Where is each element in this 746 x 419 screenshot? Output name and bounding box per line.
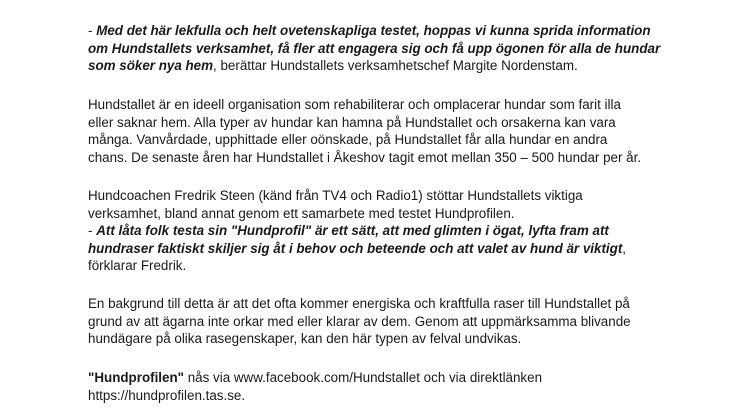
background-paragraph (88, 295, 678, 348)
paragraph-line: Hundcoachen Fredrik Steen (känd från TV4 och Radio1) stöttar Hundstallets viktiga (88, 188, 583, 203)
link-paragraph (88, 369, 678, 404)
quote-line-1 (88, 22, 678, 40)
facebook-link-text: nås via www.facebook.com/Hundstallet och via direktlänken (184, 370, 543, 385)
paragraph-line (88, 369, 678, 387)
about-hundstallet-paragraph (88, 96, 678, 166)
quote-attribution: förklarar Fredrik. (88, 258, 187, 274)
quote-comma: , (622, 240, 627, 256)
paragraph-line: grund av att ägarna inte orkar med eller klarar av dem. Genom att uppmärksamma blivande (88, 313, 631, 329)
paragraph-line: En bakgrund till detta är att det ofta kommer energiska och kraftfulla raser till Hundstallet på (88, 296, 630, 311)
quote-attribution: , berättar Hundstallets verksamhetschef Margite Nordenstam. (213, 58, 578, 74)
quote-paragraph-margite (88, 22, 678, 75)
quote-text: hundraser faktiskt skiljer sig åt i behov och beteende och att valet av hund är viktigt (88, 240, 623, 256)
quote-dash: - (88, 223, 97, 239)
paragraph-line: hundägare på olika rasegenskaper, kan den här typen av felval undvikas. (88, 331, 522, 347)
quote-dash: - (88, 23, 97, 38)
paragraph-line: många. Vanvårdade, upphittade eller oönskade, på Hundstallet får alla hundar en andra (88, 132, 608, 148)
quote-line-3 (88, 57, 678, 75)
paragraph-line: verksamhet, bland annat genom ett samarbete med testet Hundprofilen. (88, 205, 515, 221)
quote-text: om Hundstallets verksamhet, få fler att engagera sig och få upp ögonen för alla de hundar (88, 40, 661, 56)
quote-text: Att låta folk testa sin "Hundprofil" är ett sätt, att med glimten i ögat, lyfta fram att (96, 223, 609, 239)
quote-line-2 (88, 40, 678, 58)
quote-text: Med det här lekfulla och helt ovetenskapliga testet, hoppas vi kunna sprida information (96, 23, 651, 38)
direct-link-url: https://hundprofilen.tas.se. (88, 387, 246, 403)
paragraph-line: Hundstallet är en ideell organisation som rehabiliterar och omplacerar hundar som farit illa (88, 97, 621, 112)
paragraph-line: eller saknar hem. Alla typer av hundar kan hamna på Hundstallet och orsakerna kan vara (88, 114, 616, 130)
hundprofilen-name: "Hundprofilen" (88, 370, 185, 385)
quote-line (88, 222, 678, 240)
paragraph-line: chans. De senaste åren har Hundstallet i Åkeshov tagit emot mellan 350 – 500 hundar per år. (88, 149, 642, 165)
quote-line (88, 240, 678, 258)
quote-text: som söker nya hem (88, 58, 214, 74)
fredrik-steen-paragraph (88, 187, 678, 275)
